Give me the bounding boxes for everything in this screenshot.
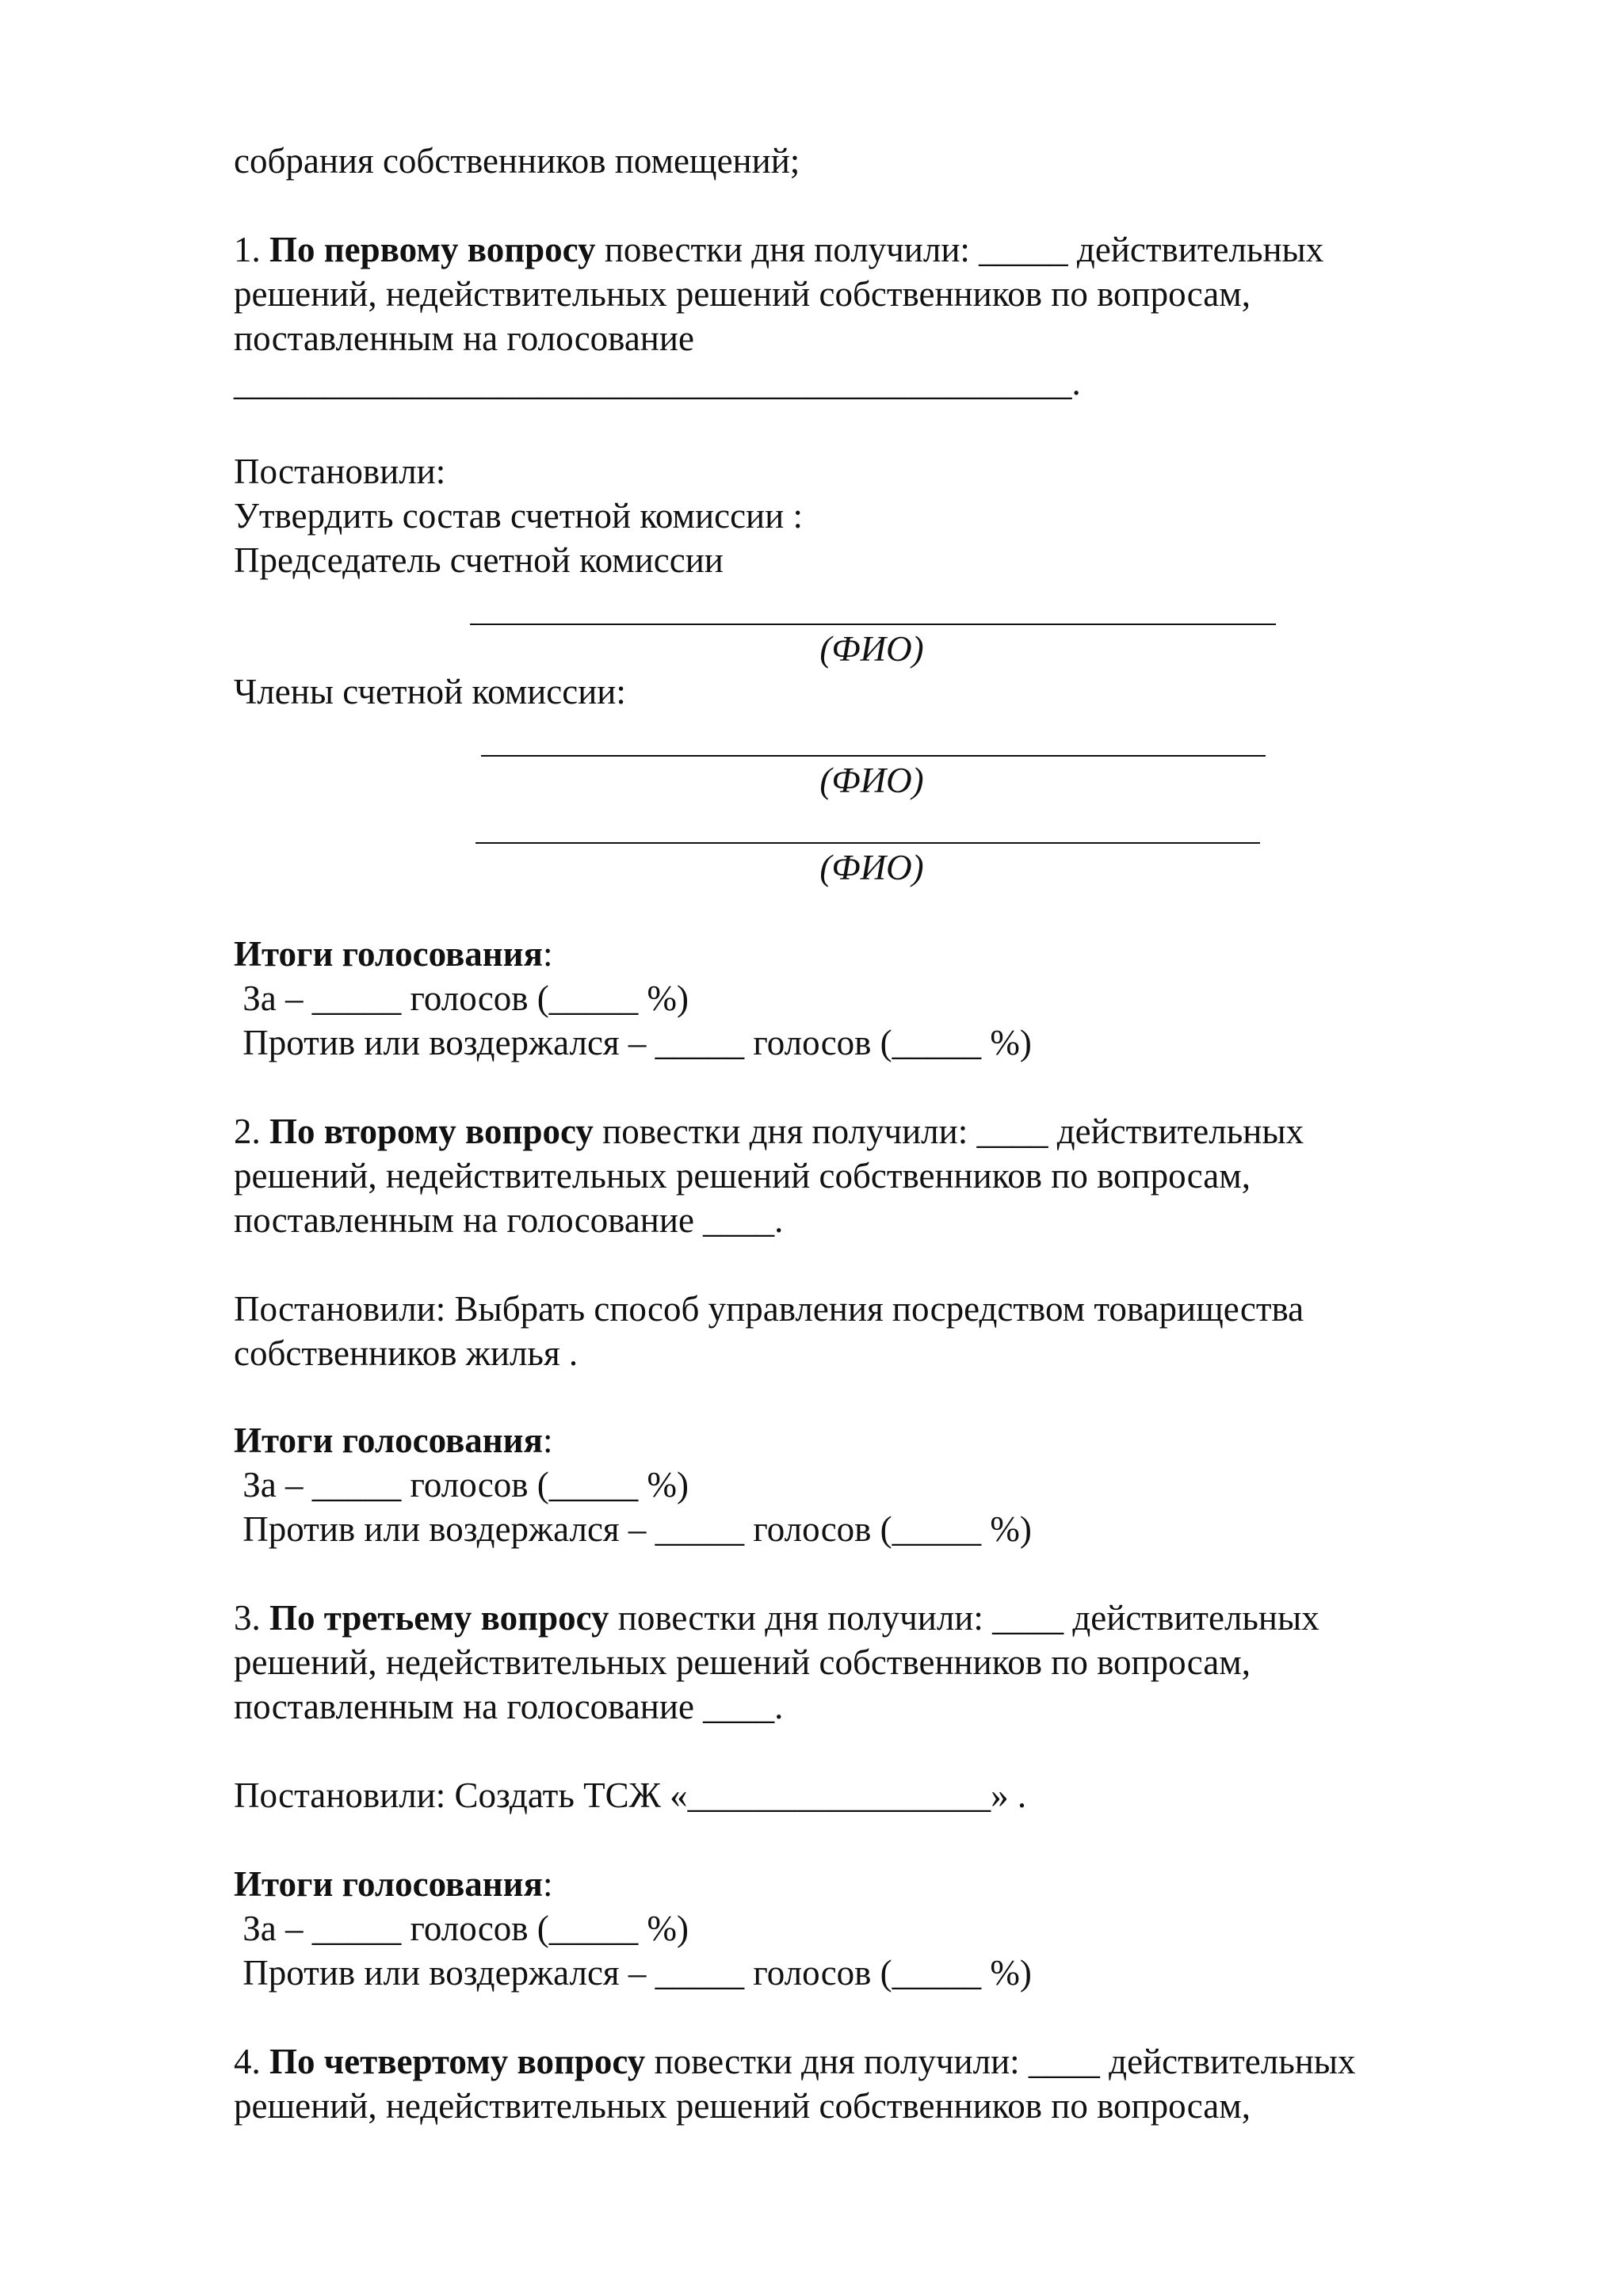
q1-results-heading: [234, 932, 552, 976]
chair-signature-line: [470, 624, 1276, 625]
q2-resolved-line-2: собственников жилья .: [234, 1333, 579, 1373]
q3-results-colon: :: [542, 1864, 553, 1904]
q3-votes-against: Против или воздержался – _____ голосов (_____ %): [234, 1953, 1032, 1993]
q2-resolved-line-1: Постановили: Выбрать способ управления посредством товарищества: [234, 1289, 1304, 1329]
q2-line-3: поставленным на голосование ____.: [234, 1200, 784, 1240]
q3-number: 3.: [234, 1598, 269, 1638]
intro-line: собрания собственников помещений;: [234, 141, 800, 181]
q3-line-2: решений, недействительных решений собственников по вопросам,: [234, 1642, 1251, 1682]
q2-results-heading: [234, 1418, 552, 1463]
q3-resolved-line: Постановили: Создать ТСЖ «_________________» .: [234, 1775, 1027, 1815]
q2-heading-line: [234, 1109, 1304, 1154]
q1-number: 1.: [234, 230, 269, 269]
q3-heading-rest: повестки дня получили: ____ действительных: [609, 1598, 1319, 1638]
q4-line-2: решений, недействительных решений собственников по вопросам,: [234, 2086, 1251, 2126]
member-1-fio-caption: (ФИО): [819, 761, 924, 800]
q1-chair-label: Председатель счетной комиссии: [234, 540, 724, 580]
q1-results-colon: :: [542, 934, 553, 974]
q2-results-colon: :: [542, 1421, 553, 1460]
q2-number: 2.: [234, 1112, 269, 1151]
q2-heading-rest: повестки дня получили: ____ действительных: [593, 1112, 1304, 1151]
q3-heading-line: [234, 1596, 1319, 1640]
q4-number: 4.: [234, 2042, 269, 2081]
q4-title: По четвертому вопросу: [269, 2042, 646, 2081]
q1-members-label: Члены счетной комиссии:: [234, 672, 626, 711]
q2-line-2: решений, недействительных решений собственников по вопросам,: [234, 1156, 1251, 1196]
q1-line-2: решений, недействительных решений собственников по вопросам,: [234, 274, 1251, 314]
q2-votes-against: Против или воздержался – _____ голосов (_____ %): [234, 1509, 1032, 1549]
q1-line-4: _______________________________________________.: [234, 363, 1081, 402]
q1-results-title: Итоги голосования: [234, 934, 543, 974]
q4-heading-rest: повестки дня получили: ____ действительных: [645, 2042, 1356, 2081]
q3-results-title: Итоги голосования: [234, 1864, 543, 1904]
q3-title: По третьему вопросу: [269, 1598, 609, 1638]
q4-heading-line: [234, 2039, 1356, 2084]
q1-title: По первому вопросу: [269, 230, 596, 269]
chair-fio-caption: (ФИО): [819, 629, 924, 669]
q1-votes-against: Против или воздержался – _____ голосов (_____ %): [234, 1023, 1032, 1062]
q3-line-3: поставленным на голосование ____.: [234, 1687, 784, 1726]
q2-votes-for: За – _____ голосов (_____ %): [234, 1465, 689, 1505]
q2-results-title: Итоги голосования: [234, 1421, 543, 1460]
q1-heading-line: [234, 227, 1323, 272]
q1-approve-commission: Утвердить состав счетной комиссии :: [234, 496, 803, 536]
q3-votes-for: За – _____ голосов (_____ %): [234, 1909, 689, 1948]
q3-results-heading: [234, 1862, 552, 1906]
q1-votes-for: За – _____ голосов (_____ %): [234, 978, 689, 1018]
member-2-fio-caption: (ФИО): [819, 848, 924, 887]
q2-title: По второму вопросу: [269, 1112, 594, 1151]
member-2-signature-line: [475, 842, 1260, 844]
q1-heading-rest: повестки дня получили: _____ действительных: [595, 230, 1324, 269]
member-1-signature-line: [481, 755, 1266, 757]
q1-line-3: поставленным на голосование: [234, 318, 694, 358]
q1-resolved-label: Постановили:: [234, 452, 446, 491]
